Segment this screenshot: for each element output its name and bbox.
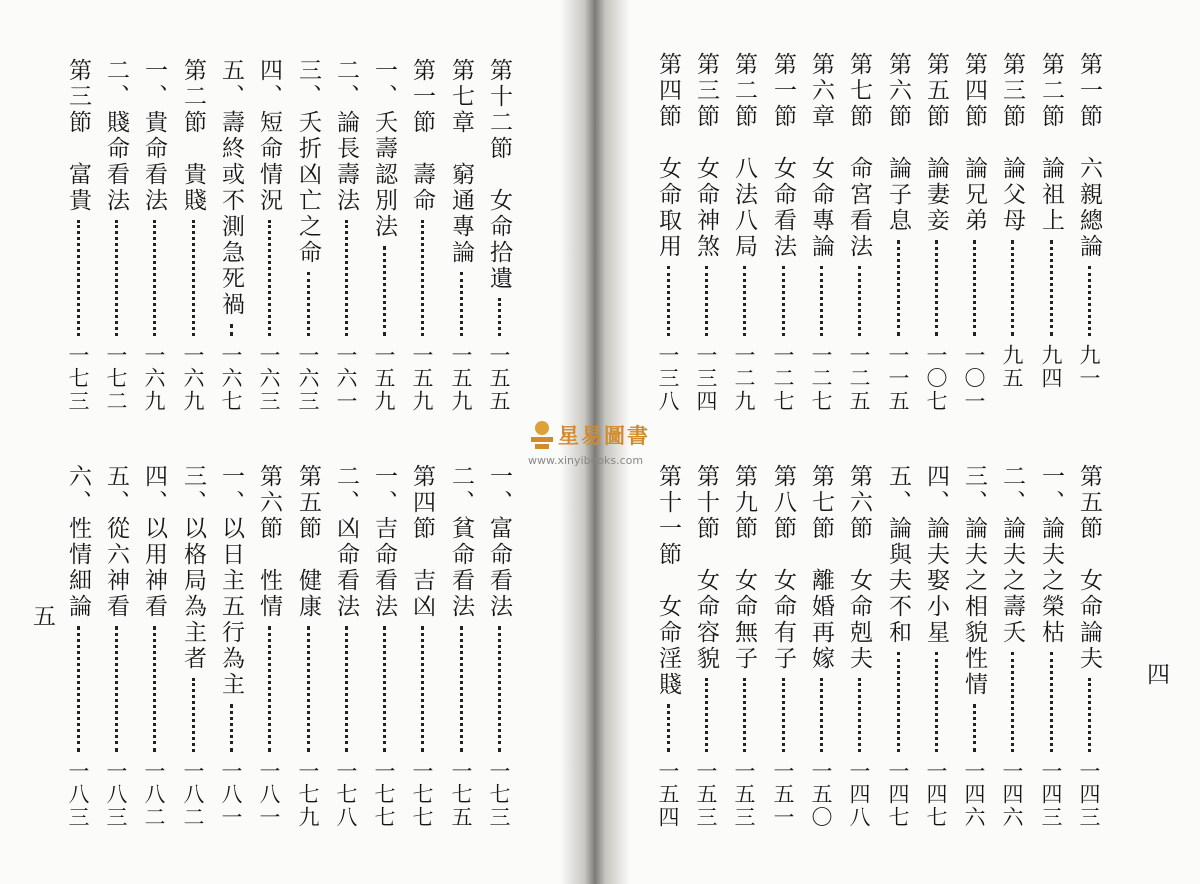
toc-leader-dots	[1050, 652, 1053, 752]
toc-entry-title: 第四節 論兄弟	[961, 52, 987, 234]
toc-entry-page-number: 一四八	[847, 760, 871, 829]
toc-entry-title: 第八節 女命有子	[770, 464, 796, 672]
toc-entry-title: 第六節 性情	[256, 464, 282, 620]
toc-entry-title: 第七節 離婚再嫁	[808, 464, 834, 672]
toc-leader-dots	[421, 220, 424, 336]
toc-entry-page-number: 一六九	[142, 344, 166, 413]
toc-entry-page-number: 一五一	[771, 760, 795, 829]
toc-entry-page-number: 一五〇	[809, 760, 833, 829]
toc-entry-page-number: 一六一	[334, 344, 358, 413]
toc-entry-page-number: 九五	[1000, 344, 1024, 390]
toc-entry-title: 第三節 論父母	[999, 52, 1025, 234]
toc-entry-page-number: 一四七	[924, 760, 948, 829]
toc-entry-title: 第十二節 女命拾遺	[486, 58, 512, 292]
toc-leader-dots	[820, 266, 823, 336]
toc-entry-title: 二、賤命看法	[103, 58, 129, 214]
toc-entry-page-number: 一〇一	[962, 344, 986, 413]
toc-entry-page-number: 一六七	[219, 344, 243, 413]
toc-entry-page-number: 一五九	[372, 344, 396, 413]
toc-entry-title: 三、夭折凶亡之命	[295, 58, 321, 266]
toc-leader-dots	[230, 704, 233, 752]
right-page-folio: 四	[1143, 662, 1169, 685]
toc-entry-title: 第五節 論妻妾	[923, 52, 949, 234]
toc-leader-dots	[153, 626, 156, 752]
toc-leader-dots	[1088, 678, 1091, 752]
toc-leader-dots	[498, 298, 501, 336]
right-page	[612, 0, 1200, 884]
toc-entry-page-number: 一七八	[334, 760, 358, 829]
toc-entry-page-number: 一四三	[1077, 760, 1101, 829]
toc-entry-page-number: 一三四	[694, 344, 718, 413]
toc-entry-page-number: 一七五	[449, 760, 473, 829]
toc-entry-page-number: 一七九	[296, 760, 320, 829]
toc-leader-dots	[192, 220, 195, 336]
watermark-title: 星易圖書	[558, 424, 650, 448]
toc-leader-dots	[1050, 240, 1053, 336]
toc-entry-title: 第十節 女命容貌	[693, 464, 719, 672]
toc-entry-page-number: 一四六	[1000, 760, 1024, 829]
toc-leader-dots	[743, 266, 746, 336]
toc-entry-page-number: 一七七	[372, 760, 396, 829]
toc-entry-page-number: 一八二	[181, 760, 205, 829]
toc-leader-dots	[307, 272, 310, 336]
toc-leader-dots	[268, 220, 271, 336]
toc-entry-title: 一、吉命看法	[371, 464, 397, 620]
toc-entry-title: 第一節 壽命	[409, 58, 435, 214]
toc-entry-page-number: 一四七	[886, 760, 910, 829]
toc-entry-page-number: 一八三	[104, 760, 128, 829]
toc-entry-page-number: 一一五	[886, 344, 910, 413]
toc-entry-title: 二、論夫之壽夭	[999, 464, 1025, 646]
toc-leader-dots	[268, 626, 271, 752]
toc-leader-dots	[153, 220, 156, 336]
toc-entry-page-number: 一七三	[487, 760, 511, 829]
toc-leader-dots	[383, 626, 386, 752]
toc-entry-title: 第九節 女命無子	[731, 464, 757, 672]
toc-entry-title: 第一節 六親總論	[1076, 52, 1102, 260]
toc-entry-page-number: 一六三	[257, 344, 281, 413]
toc-leader-dots	[897, 652, 900, 752]
left-page	[0, 0, 590, 884]
toc-leader-dots	[820, 678, 823, 752]
toc-leader-dots	[460, 626, 463, 752]
toc-entry-title: 四、短命情況	[256, 58, 282, 214]
toc-entry-title: 第二節 貴賤	[180, 58, 206, 214]
toc-leader-dots	[858, 266, 861, 336]
toc-entry-page-number: 一五九	[449, 344, 473, 413]
toc-entry-title: 五、從六神看	[103, 464, 129, 620]
toc-leader-dots	[421, 626, 424, 752]
toc-entry-page-number: 一四六	[962, 760, 986, 829]
toc-entry-title: 二、凶命看法	[333, 464, 359, 620]
toc-entry-title: 四、論夫娶小星	[923, 464, 949, 646]
toc-entry-title: 第二節 論祖上	[1038, 52, 1064, 234]
toc-entry-title: 第四節 吉凶	[409, 464, 435, 620]
toc-entry-title: 第三節 富貴	[65, 58, 91, 214]
toc-leader-dots	[667, 704, 670, 752]
toc-entry-page-number: 一八二	[142, 760, 166, 829]
toc-entry-title: 第七章 窮通專論	[448, 58, 474, 266]
toc-entry-page-number: 一五三	[694, 760, 718, 829]
toc-leader-dots	[935, 652, 938, 752]
toc-entry-page-number: 一五三	[732, 760, 756, 829]
toc-entry-page-number: 一二五	[847, 344, 871, 413]
left-page-folio: 五	[29, 604, 55, 627]
toc-entry-page-number: 九一	[1077, 344, 1101, 390]
toc-entry-page-number: 一二七	[771, 344, 795, 413]
toc-entry-page-number: 一六九	[181, 344, 205, 413]
toc-entry-title: 第一節 女命看法	[770, 52, 796, 260]
toc-entry-title: 二、貧命看法	[448, 464, 474, 620]
toc-entry-page-number: 一五九	[410, 344, 434, 413]
toc-leader-dots	[383, 246, 386, 336]
toc-entry-title: 六、性情細論	[65, 464, 91, 620]
toc-leader-dots	[743, 678, 746, 752]
toc-leader-dots	[1011, 240, 1014, 336]
toc-entry-title: 第四節 女命取用	[655, 52, 681, 260]
toc-entry-title: 一、富命看法	[486, 464, 512, 620]
toc-entry-page-number: 一五五	[487, 344, 511, 413]
toc-entry-page-number: 一二九	[732, 344, 756, 413]
toc-leader-dots	[498, 626, 501, 752]
toc-leader-dots	[858, 678, 861, 752]
toc-leader-dots	[897, 240, 900, 336]
toc-entry-title: 一、夭壽認別法	[371, 58, 397, 240]
toc-entry-page-number: 一三八	[656, 344, 680, 413]
toc-leader-dots	[782, 678, 785, 752]
toc-entry-title: 三、以格局為主者	[180, 464, 206, 672]
toc-entry-title: 第六章 女命專論	[808, 52, 834, 260]
toc-leader-dots	[77, 220, 80, 336]
toc-entry-title: 第六節 論子息	[885, 52, 911, 234]
toc-entry-title: 一、貴命看法	[141, 58, 167, 214]
toc-leader-dots	[782, 266, 785, 336]
toc-entry-page-number: 一七七	[410, 760, 434, 829]
toc-leader-dots	[1011, 652, 1014, 752]
toc-entry-title: 第七節 命宮看法	[846, 52, 872, 260]
toc-leader-dots	[705, 266, 708, 336]
toc-entry-page-number: 一〇七	[924, 344, 948, 413]
toc-entry-title: 第六節 女命剋夫	[846, 464, 872, 672]
toc-leader-dots	[935, 240, 938, 336]
toc-leader-dots	[115, 626, 118, 752]
toc-entry-page-number: 一八一	[257, 760, 281, 829]
watermark-url: www.xinyibooks.com	[528, 454, 644, 467]
toc-leader-dots	[973, 704, 976, 752]
toc-entry-title: 第二節 八法八局	[731, 52, 757, 260]
toc-entry-title: 第五節 女命論夫	[1076, 464, 1102, 672]
toc-entry-page-number: 九四	[1039, 344, 1063, 390]
toc-leader-dots	[705, 678, 708, 752]
toc-entry-page-number: 一八三	[66, 760, 90, 829]
toc-leader-dots	[345, 626, 348, 752]
publisher-watermark	[528, 420, 678, 470]
toc-entry-title: 第五節 健康	[295, 464, 321, 620]
toc-entry-page-number: 一八一	[219, 760, 243, 829]
toc-entry-page-number: 一二七	[809, 344, 833, 413]
toc-leader-dots	[345, 220, 348, 336]
toc-entry-title: 五、論與夫不和	[885, 464, 911, 646]
toc-entry-page-number: 一四三	[1039, 760, 1063, 829]
toc-entry-page-number: 一七三	[66, 344, 90, 413]
toc-entry-page-number: 一五四	[656, 760, 680, 829]
toc-leader-dots	[667, 266, 670, 336]
toc-entry-title: 四、以用神看	[141, 464, 167, 620]
toc-entry-page-number: 一六三	[296, 344, 320, 413]
toc-entry-title: 一、論夫之榮枯	[1038, 464, 1064, 646]
toc-entry-title: 三、論夫之相貌性情	[961, 464, 987, 698]
toc-leader-dots	[230, 324, 233, 336]
toc-entry-page-number: 一七二	[104, 344, 128, 413]
toc-leader-dots	[192, 678, 195, 752]
toc-leader-dots	[460, 272, 463, 336]
toc-entry-title: 五、壽終或不測急死禍	[218, 58, 244, 318]
toc-entry-title: 二、論長壽法	[333, 58, 359, 214]
toc-leader-dots	[77, 626, 80, 752]
toc-leader-dots	[115, 220, 118, 336]
toc-leader-dots	[973, 240, 976, 336]
watermark-logo-icon	[528, 420, 556, 450]
toc-entry-title: 一、以日主五行為主	[218, 464, 244, 698]
toc-leader-dots	[1088, 266, 1091, 336]
toc-leader-dots	[307, 626, 310, 752]
toc-entry-title: 第十一節 女命淫賤	[655, 464, 681, 698]
toc-entry-title: 第三節 女命神煞	[693, 52, 719, 260]
